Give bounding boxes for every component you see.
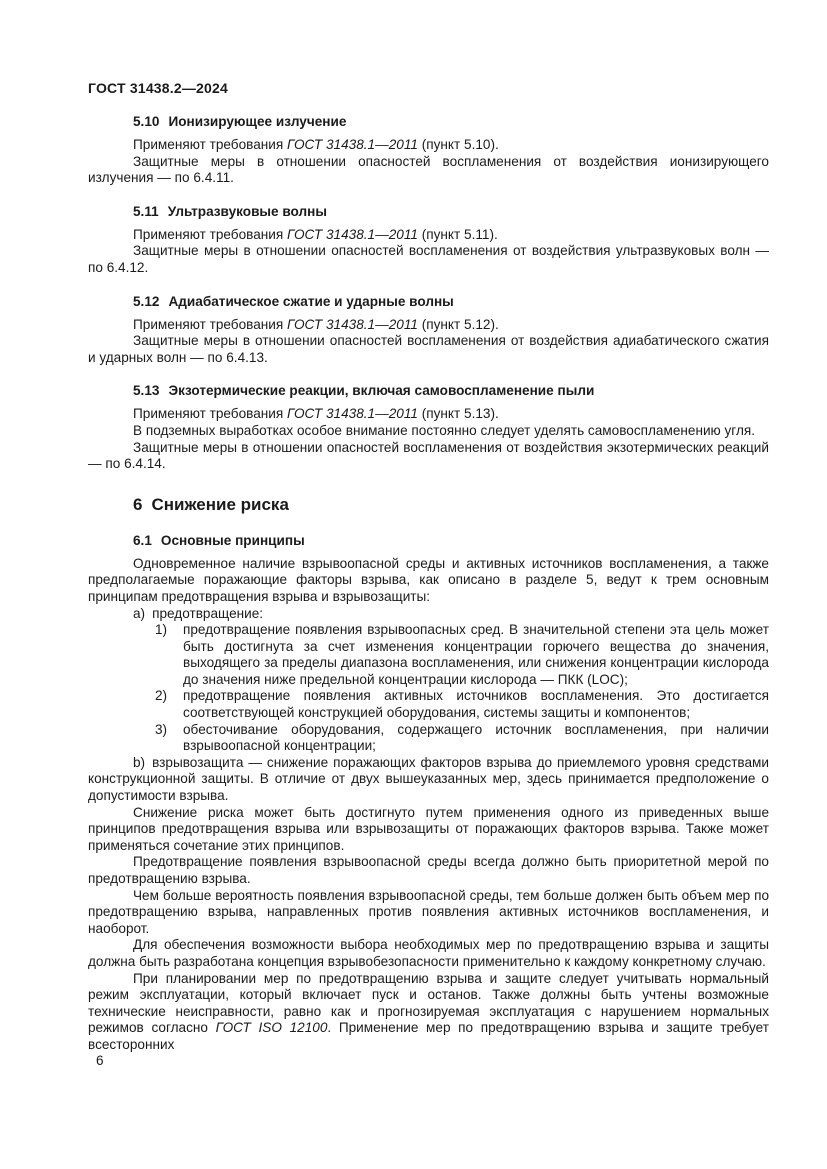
page-number: 6	[96, 1053, 104, 1068]
paragraph: Одновременное наличие взрывоопасной среды и активных источников воспламенения, а также предполагаемые поражающие факторы взрыва, как описано в разделе 5, ведут к трем основным принципам предотвращения взрыва и взрывозащиты:	[88, 555, 769, 604]
paragraph	[88, 317, 769, 334]
chapter-heading	[133, 494, 769, 516]
list-item-3	[88, 722, 769, 755]
list-item-text: обесточивание оборудования, содержащего источник воспламенения, при наличии взрывоопасной концентрации;	[183, 721, 769, 754]
section-6	[88, 494, 769, 1054]
list-item-text: предотвращение появления активных источников воспламенения. Это достигается соответствующей конструкцией оборудования, системы защиты и компонентов;	[183, 688, 769, 721]
section-heading	[133, 113, 769, 130]
paragraph: Снижение риска может быть достигнуто путем применения одного из приведенных выше принципов предотвращения взрыва или взрывозащиты от поражающих факторов взрыва. Также может применяться сочетание этих принципов.	[88, 804, 769, 853]
list-item-text: взрывозащита — снижение поражающих факторов взрыва до приемлемого уровня средствами конструкционной защиты. В отличие от двух вышеуказанных мер, здесь принимается предположение о допустимости взрыва.	[88, 754, 769, 804]
paragraph-text: (пункт 5.11).	[417, 226, 498, 242]
chapter-number: 6	[133, 494, 143, 514]
paragraph-text: (пункт 5.10).	[417, 137, 499, 152]
paragraph	[88, 137, 769, 154]
paragraph	[88, 971, 769, 1054]
section-title: Адиабатическое сжатие и ударные волны	[168, 293, 454, 309]
section-5-11	[88, 203, 769, 277]
chapter-title: Снижение риска	[151, 494, 289, 514]
paragraph-text: При планировании мер по предотвращению взрыва и защите следует учитывать нормальный режим эксплуатации, который включает пуск и останов. Также должны быть учтены возможные технические неисправности, равно как и прогнозируемая эксплуатация с нарушением нормальных режимов согласно	[88, 970, 769, 1036]
section-number: 5.13	[133, 383, 160, 399]
paragraph	[88, 406, 769, 423]
standard-reference: ГОСТ 31438.1—2011	[287, 226, 418, 242]
section-number: 5.10	[133, 114, 160, 129]
section-5-12	[88, 293, 769, 367]
section-5-13	[88, 382, 769, 472]
paragraph-text: (пункт 5.13).	[417, 406, 499, 422]
list-marker: 3)	[155, 721, 168, 737]
paragraph: В подземных выработках особое внимание постоянно следует уделять самовоспламенению угля.	[133, 422, 756, 438]
paragraph: Предотвращение появления взрывоопасной среды всегда должно быть приоритетной мерой по предотвращению взрыва.	[88, 854, 769, 886]
running-header: ГОСТ 31438.2—2024	[88, 80, 228, 96]
paragraph: Защитные меры в отношении опасностей воспламенения от воздействия адиабатического сжатия и ударных волн — по 6.4.13.	[88, 333, 769, 365]
list-marker: a)	[133, 605, 146, 621]
paragraph: Защитные меры в отношении опасностей воспламенения от воздействия экзотермических реакций — по 6.4.14.	[88, 439, 769, 472]
section-number: 5.12	[133, 293, 160, 309]
paragraph-text: (пункт 5.12).	[417, 316, 499, 332]
list-marker: 1)	[155, 622, 168, 638]
section-number: 6.1	[133, 532, 152, 548]
section-heading	[133, 382, 769, 399]
document-body	[88, 80, 769, 1055]
paragraph-text: Применяют требования	[133, 137, 288, 152]
section-heading	[133, 293, 769, 310]
list-item-a	[88, 606, 769, 623]
paragraph: Защитные меры в отношении опасностей воспламенения от воздействия ионизирующего излучения — по 6.4.11.	[88, 153, 769, 186]
standard-reference: ГОСТ 31438.1—2011	[287, 137, 418, 152]
section-title: Экзотермические реакции, включая самовоспламенение пыли	[168, 383, 595, 399]
paragraph-text: Применяют требования	[133, 316, 288, 332]
paragraph: Для обеспечения возможности выбора необходимых мер по предотвращению взрыва и защиты должна быть разработана концепция взрывобезопасности применительно к каждому конкретному случаю.	[88, 937, 769, 969]
list-marker: 2)	[155, 688, 168, 704]
section-heading	[133, 203, 769, 220]
list-item-text: предотвращение:	[152, 605, 264, 621]
list-item-text: предотвращение появления взрывоопасных сред. В значительной степени эта цель может быть достигнута за счет изменения концентрации горючего вещества до значения, выходящего за пределы диапазона воспламенения, или снижения концентрации кислорода до значения ниже предельной концентрации кислорода — ПКК (LOC);	[183, 622, 769, 687]
paragraph-text: . Применение мер по предотвращению взрыва и защите требует всесторонних	[88, 1020, 769, 1052]
section-title: Основные принципы	[160, 532, 305, 548]
list-item-2	[88, 688, 769, 721]
paragraph	[88, 227, 769, 244]
standard-reference: ГОСТ 31438.1—2011	[287, 316, 418, 332]
standard-reference: ГОСТ 31438.1—2011	[287, 406, 418, 422]
section-title: Ультразвуковые волны	[167, 203, 327, 219]
list-item-b	[88, 755, 769, 805]
list-marker: b)	[133, 754, 146, 770]
list-item-1	[88, 622, 769, 688]
standard-reference: ГОСТ ISO 12100	[215, 1020, 328, 1036]
paragraph-text: Применяют требования	[133, 406, 288, 422]
paragraph-text: Применяют требования	[133, 226, 288, 242]
paragraph: Защитные меры в отношении опасностей воспламенения от воздействия ультразвуковых волн — по 6.4.12.	[88, 243, 769, 275]
section-5-10	[88, 113, 769, 187]
section-title: Ионизирующее излучение	[168, 114, 347, 129]
section-number: 5.11	[133, 203, 159, 219]
paragraph: Чем больше вероятность появления взрывоопасной среды, тем больше должен быть объем мер по предотвращению взрыва, направленных против появления активных источников воспламенения, и наоборот.	[88, 887, 769, 936]
section-heading	[133, 532, 769, 549]
